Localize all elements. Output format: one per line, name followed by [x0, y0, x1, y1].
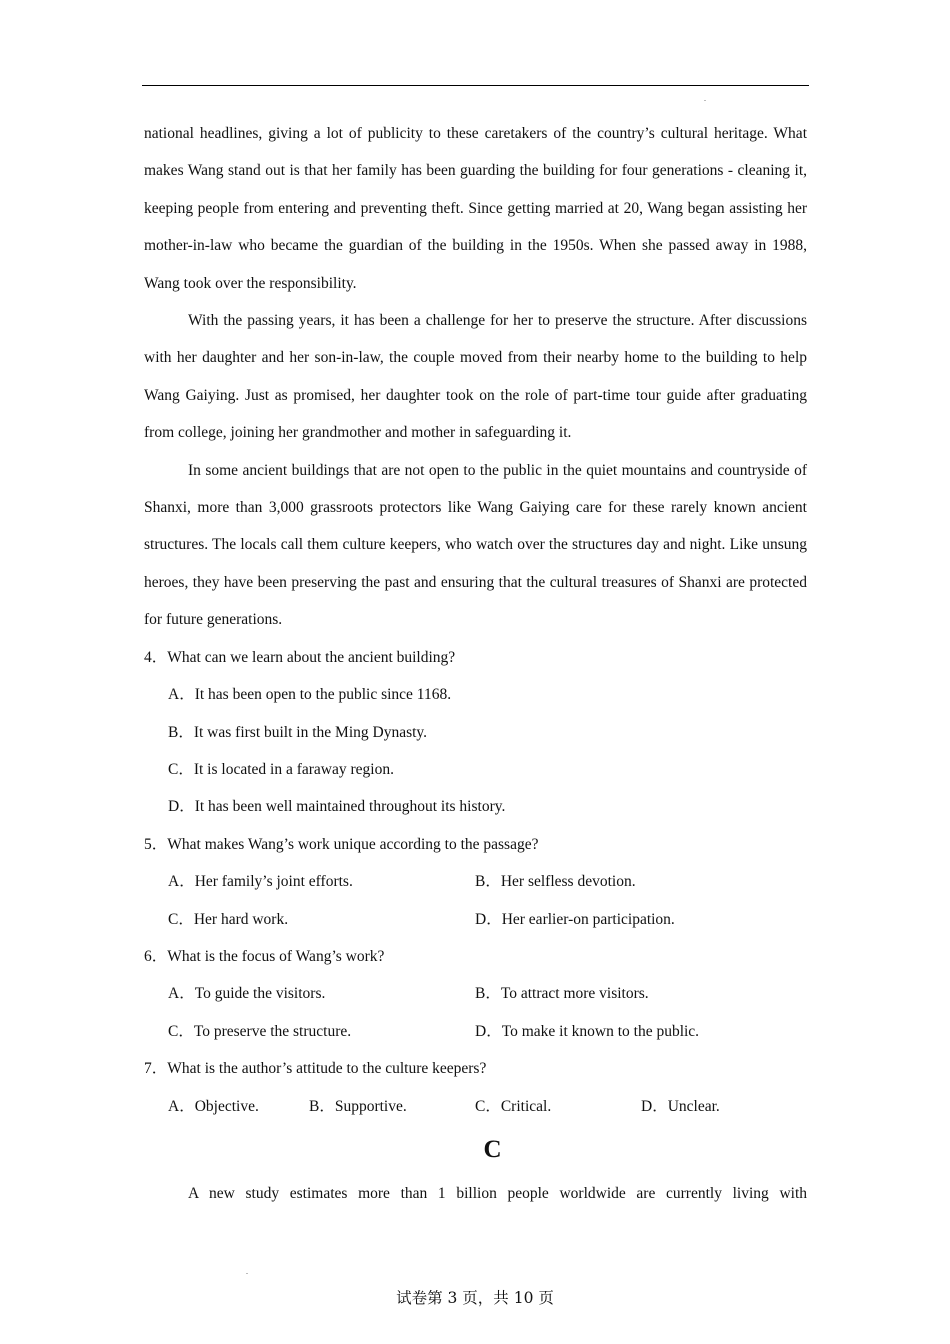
question-stem: 7．What is the author’s attitude to the culture keepers?: [144, 1060, 487, 1078]
page-content: [144, 115, 807, 1212]
passage-paragraph: A new study estimates more than 1 billion people worldwide are currently living with: [188, 1184, 807, 1202]
answer-option-b[interactable]: B．Her selfless devotion.: [475, 873, 636, 891]
passage-paragraph: In some ancient buildings that are not open to the public in the quiet mountains and countryside of Shanxi, more than 3,000 grassroots protectors like Wang Gaiying care for these rarely known ancient structures. The locals call them culture keepers, who watch over the structures day and night. Like unsung heroes, they have been preserving the past and ensuring that the cultural treasures of Shanxi are protected for future generations.: [144, 461, 807, 629]
answer-options: [168, 1088, 807, 1125]
answer-option-a[interactable]: A．Her family’s joint efforts.: [168, 873, 353, 891]
answer-option-b[interactable]: B．Supportive.: [309, 1097, 407, 1115]
answer-option-a[interactable]: A．It has been open to the public since 1168.: [168, 686, 452, 704]
answer-option-a[interactable]: A．Objective.: [168, 1097, 259, 1115]
answer-option-b[interactable]: B．It was first built in the Ming Dynasty.: [168, 723, 428, 741]
section-heading: C: [483, 1135, 502, 1163]
question-7: [144, 1050, 807, 1125]
answer-option-a[interactable]: A．To guide the visitors.: [168, 985, 326, 1003]
answer-option-d[interactable]: D．Her earlier-on participation.: [475, 910, 675, 928]
passage-paragraph: national headlines, giving a lot of publicity to these caretakers of the country’s cultural heritage. What makes Wang stand out is that her family has been guarding the building for four generations - cleaning it, keeping people from entering and preventing theft. Since getting married at 20, Wang began assisting her mother-in-law who became the guardian of the building in the 1950s. When she passed away in 1988, Wang took over the responsibility.: [144, 125, 807, 292]
answer-option-d[interactable]: D．Unclear.: [641, 1097, 720, 1115]
passage-paragraph: With the passing years, it has been a challenge for her to preserve the structure. After discussions with her daughter and her son-in-law, the couple moved from their nearby home to the building to help Wang Gaiying. Just as promised, her daughter took on the role of part-time tour guide after graduating from college, joining her grandmother and mother in safeguarding it.: [144, 312, 807, 442]
question-4: [144, 639, 807, 826]
page-footer: 试卷第 3 页，共 10 页: [396, 1289, 554, 1307]
question-stem: 6．What is the focus of Wang’s work?: [144, 947, 385, 965]
answer-options: [168, 975, 807, 1050]
answer-option-b[interactable]: B．To attract more visitors.: [475, 985, 649, 1003]
scan-speck: [704, 100, 706, 101]
header-rule: [142, 85, 809, 86]
answer-option-d[interactable]: D．To make it known to the public.: [475, 1022, 700, 1040]
answer-option-c[interactable]: C．To preserve the structure.: [168, 1022, 352, 1040]
question-5: [144, 826, 807, 938]
question-6: [144, 938, 807, 1050]
question-stem: 5．What makes Wang’s work unique according to the passage?: [144, 835, 539, 853]
answer-option-d[interactable]: D．It has been well maintained throughout its history.: [168, 798, 506, 816]
answer-option-c[interactable]: C．Her hard work.: [168, 910, 289, 928]
answer-option-c[interactable]: C．Critical.: [475, 1097, 552, 1115]
answer-option-c[interactable]: C．It is located in a faraway region.: [168, 760, 394, 778]
answer-options: [168, 863, 807, 938]
scan-speck: [246, 1273, 248, 1274]
answer-options: [144, 676, 807, 826]
question-stem: 4．What can we learn about the ancient building?: [144, 648, 456, 666]
